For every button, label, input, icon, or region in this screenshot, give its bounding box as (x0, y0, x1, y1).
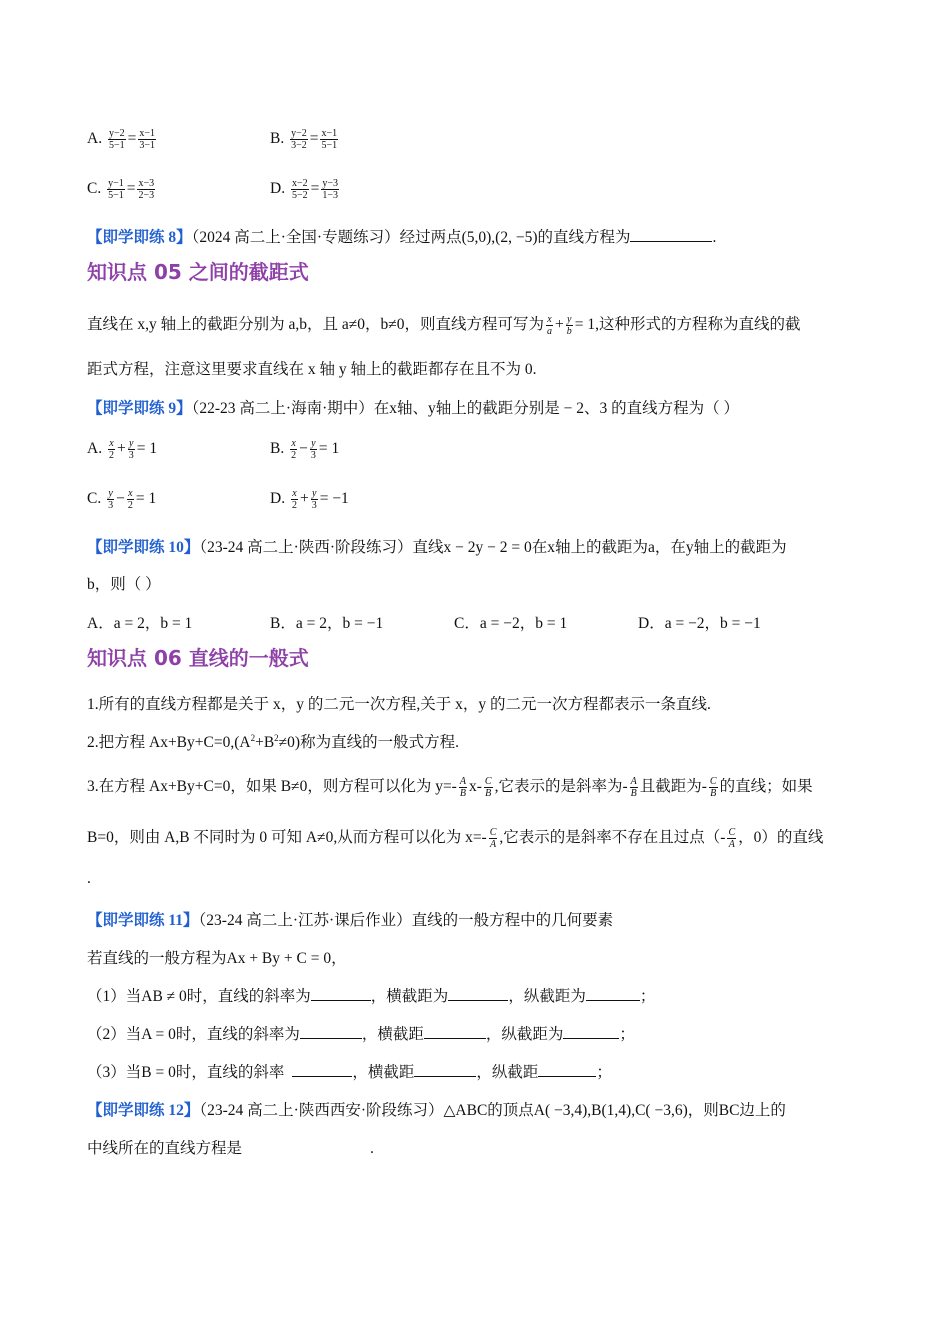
k06-paragraph-3: 3.在方程 Ax+By+C=0，如果 B≠0，则方程可以化为 y=- $\frac{A}{B}$ x- $\frac{C}{B}$ ,它表示的是斜率为- $\frac{A}{B}$ 且截距为- $\frac{C}{B}$ 的直线；如果 (87, 775, 813, 799)
answer-blank[interactable] (630, 227, 712, 242)
question-9: 【即学即练 9】（22-23 高二上·海南·期中）在x轴、y轴上的截距分别是 − 2、3 的直线方程为（ ） (87, 400, 739, 417)
question-tag: 【即学即练 9】 (87, 400, 192, 417)
k05-paragraph-line2: 距式方程，注意这里要求直线在 x 轴 y 轴上的截距都存在且不为 0. (87, 361, 537, 378)
fraction: $\frac{y}{3}$ (108, 488, 114, 511)
q7-option-b: B. $\frac{y-2}{3-2}$ = $\frac{x-1}{5-1}$ (270, 128, 338, 151)
q9-option-d: D. $\frac{x}{2}$ + $\frac{y}{3}$ = −1 (270, 488, 349, 511)
question-8: 【即学即练 8】（2024 高二上·全国·专题练习）经过两点(5,0),(2, −5)的直线方程为 . (87, 229, 717, 246)
q10-option-b: B．a = 2，b = −1 (270, 615, 384, 632)
answer-blank[interactable] (414, 1062, 476, 1077)
answer-blank[interactable] (563, 1024, 619, 1039)
q7-option-a: A. $\frac{y-2}{5-1}$ = $\frac{x-1}{3-1}$ (87, 128, 155, 151)
q9-option-b: B. $\frac{x}{2}$ − $\frac{y}{3}$ = 1 (270, 438, 340, 461)
question-tag: 【即学即练 11】 (87, 912, 199, 929)
fraction: $\frac{x}{a}$ (547, 313, 553, 337)
fraction: $\frac{x-3}{2-3}$ (138, 178, 155, 201)
fraction: $\frac{y}{3}$ (310, 438, 316, 461)
answer-blank[interactable] (586, 986, 640, 1001)
k06-paragraph-1: 1.所有的直线方程都是关于 x，y 的二元一次方程,关于 x，y 的二元一次方程都表示一条直线. (87, 696, 711, 713)
fraction: $\frac{x-1}{3-1}$ (139, 128, 155, 151)
fraction: $\frac{y-3}{1-3}$ (322, 178, 338, 201)
fraction: $\frac{A}{B}$ (630, 775, 637, 799)
fraction: $\frac{A}{B}$ (459, 775, 466, 799)
fraction: $\frac{C}{B}$ (484, 775, 492, 799)
fraction: $\frac{x}{2}$ (291, 438, 297, 461)
answer-blank[interactable] (292, 1062, 352, 1077)
question-tag: 【即学即练 10】 (87, 539, 200, 556)
fraction: $\frac{y-2}{5-1}$ (108, 128, 125, 151)
fraction: $\frac{x-1}{5-1}$ (321, 128, 338, 151)
answer-blank[interactable] (311, 986, 371, 1001)
fraction: $\frac{x}{2}$ (108, 438, 114, 461)
question-12-line2: 中线所在的直线方程是 . (87, 1140, 374, 1157)
answer-blank[interactable] (424, 1024, 486, 1039)
question-12: 【即学即练 12】（23-24 高二上·陕西西安·阶段练习）△ABC的顶点A( −3,4),B(1,4),C( −3,6)，则BC边上的 (87, 1102, 786, 1119)
fraction: $\frac{x}{2}$ (127, 488, 133, 511)
fraction: $\frac{y}{3}$ (311, 488, 317, 511)
q9-option-c: C. $\frac{y}{3}$ − $\frac{x}{2}$ = 1 (87, 488, 157, 511)
fraction: $\frac{C}{A}$ (728, 826, 736, 850)
k06-trailing-dot: . (87, 870, 91, 887)
question-tag: 【即学即练 8】 (87, 229, 192, 246)
k06-paragraph-4: B=0，则由 A,B 不同时为 0 可知 A≠0,从而方程可以化为 x=- $\frac{C}{A}$ ,它表示的是斜率不存在且过点（- $\frac{C}{A}$ ，0）的直线 (87, 826, 824, 850)
question-11-part-2: （2）当A = 0时，直线的斜率为 ，横截距 ，纵截距为 ； (87, 1026, 635, 1043)
q10-option-c: C．a = −2，b = 1 (454, 615, 568, 632)
q7-option-c: C. $\frac{y-1}{5-1}$ = $\frac{x-3}{2-3}$ (87, 178, 155, 201)
question-10-line2: b，则（ ） (87, 576, 161, 593)
k05-paragraph-line1: 直线在 x,y 轴上的截距分别为 a,b，且 a≠0，b≠0，则直线方程可写为 $\frac{x}{a}$ + $\frac{y}{b}$ = 1,这种形式的方程称为直线的截 (87, 313, 801, 337)
q7-option-d: D. $\frac{x-2}{5-2}$ = $\frac{y-3}{1-3}$ (270, 178, 338, 201)
section-heading-05: 知识点 05 之间的截距式 (87, 260, 309, 284)
q10-option-d: D．a = −2，b = −1 (638, 615, 761, 632)
fraction: $\frac{y}{b}$ (566, 313, 572, 337)
question-10: 【即学即练 10】（23-24 高二上·陕西·阶段练习）直线x − 2y − 2 = 0在x轴上的截距为a，在y轴上的截距为 (87, 539, 787, 556)
q10-option-a: A．a = 2，b = 1 (87, 615, 193, 632)
question-11-intro: 若直线的一般方程为Ax + By + C = 0， (87, 950, 347, 967)
question-11-part-1: （1）当AB ≠ 0时，直线的斜率为 ，横截距为 ，纵截距为 ； (87, 988, 656, 1005)
answer-blank[interactable] (300, 1024, 362, 1039)
section-heading-06: 知识点 06 直线的一般式 (87, 646, 309, 670)
question-11-part-3: （3）当B = 0时，直线的斜率 ，横截距 ，纵截距 ； (87, 1064, 612, 1081)
answer-blank[interactable] (448, 986, 508, 1001)
question-11: 【即学即练 11】（23-24 高二上·江苏·课后作业）直线的一般方程中的几何要素 (87, 912, 614, 929)
answer-blank[interactable] (538, 1062, 596, 1077)
fraction: $\frac{y-2}{3-2}$ (291, 128, 307, 151)
fraction: $\frac{x-2}{5-2}$ (291, 178, 308, 201)
fraction: $\frac{C}{A}$ (489, 826, 497, 850)
fraction: $\frac{C}{B}$ (709, 775, 717, 799)
k06-paragraph-2: 2.把方程 $Ax+By+C=0,(A^2+B^2\ne 0)$称为直线的一般式方程. (87, 732, 459, 751)
question-tag: 【即学即练 12】 (87, 1102, 200, 1119)
q9-option-a: A. $\frac{x}{2}$ + $\frac{y}{3}$ = 1 (87, 438, 158, 461)
fraction: $\frac{x}{2}$ (291, 488, 297, 511)
fraction: $\frac{y}{3}$ (128, 438, 134, 461)
fraction: $\frac{y-1}{5-1}$ (108, 178, 124, 201)
